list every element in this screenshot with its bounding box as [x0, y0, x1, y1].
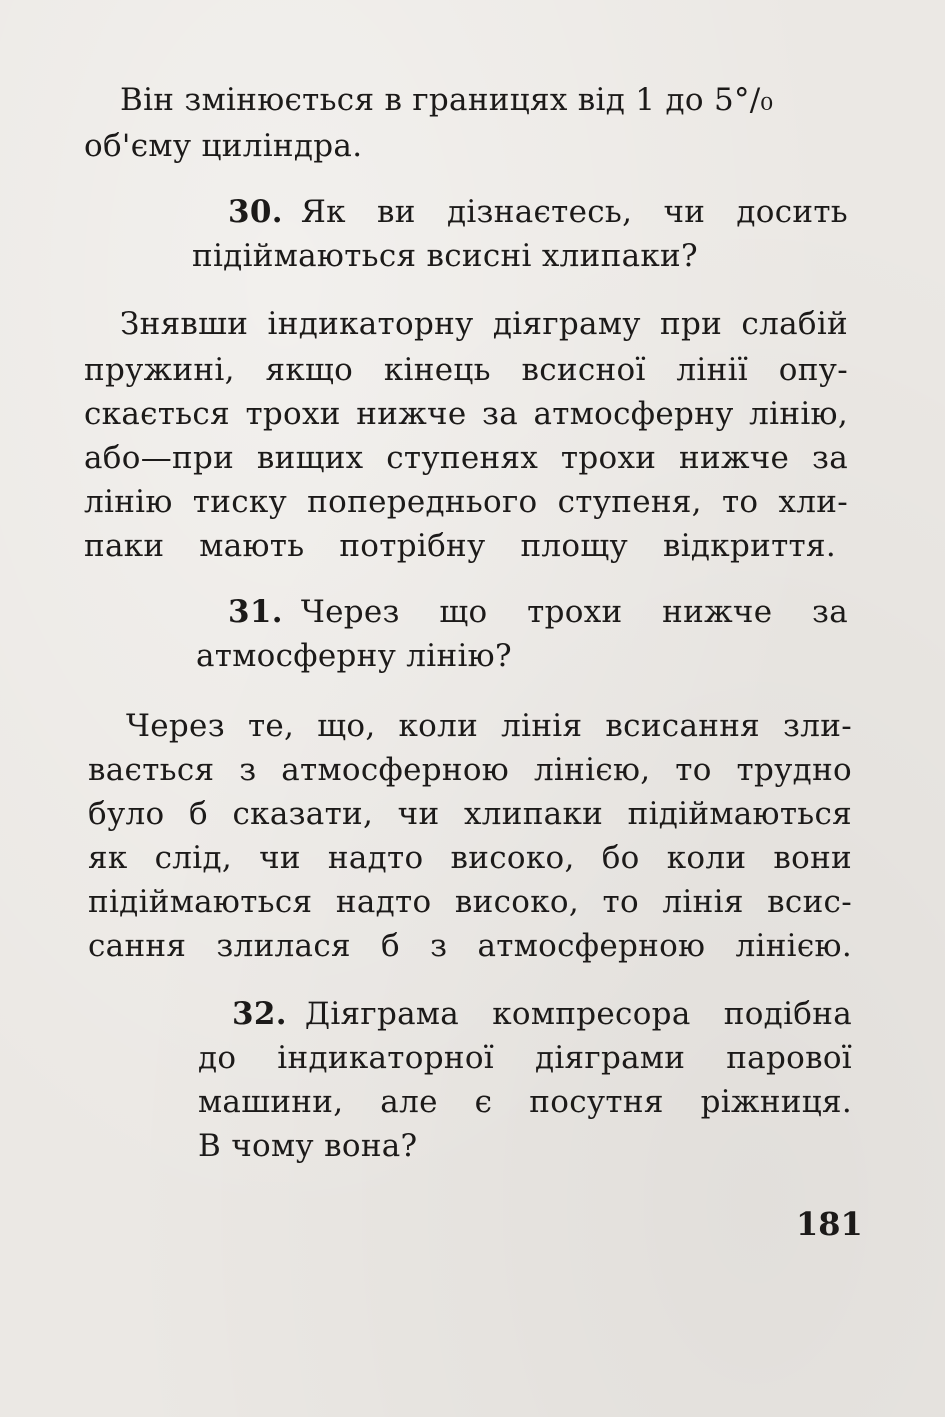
answer-31-line-5: підіймаються надто високо, то лінія всис- [88, 884, 852, 920]
answer-31-line-4: як слід, чи надто високо, бо коли вони [88, 840, 852, 876]
intro-line-1: Він змінюється в границях від 1 до 5°/₀ [120, 82, 774, 118]
question-30-text: Як ви дізнаєтесь, чи досить [300, 194, 848, 230]
page-number: 181 [796, 1205, 863, 1243]
answer-30-line-1: Знявши індикаторну діяграму при слабій [120, 306, 848, 342]
answer-31-line-3: було б сказати, чи хлипаки підіймаються [88, 796, 852, 832]
question-31-line-1 [228, 592, 848, 632]
question-32-line-2: до індикаторної діяграми парової [198, 1040, 852, 1076]
answer-31-line-1: Через те, що, коли лінія всисання зли- [126, 708, 852, 744]
question-32-line-4: В чому вона? [198, 1128, 418, 1164]
answer-31-line-6: сання злилася б з атмосферною лінією. [88, 928, 852, 964]
intro-line-2: об'єму циліндра. [84, 128, 363, 164]
question-32-text: Діяграма компресора подібна [304, 996, 852, 1032]
answer-30-line-5: лінію тиску попереднього ступеня, то хли- [84, 484, 848, 520]
answer-30-line-6: паки мають потрібну площу відкриття. [84, 528, 836, 564]
answer-31-line-2: вається з атмосферною лінією, то трудно [88, 752, 852, 788]
answer-30-line-4: або—при вищих ступенях трохи нижче за [84, 440, 848, 476]
question-32-line-3: машини, але є посутня ріжниця. [198, 1084, 852, 1120]
question-31-line-2: атмосферну лінію? [196, 638, 512, 674]
answer-30-line-3: скається трохи нижче за атмосферну лінію, [84, 396, 848, 432]
question-30-number: 30. [228, 194, 283, 230]
answer-30-line-2: пружині, якщо кінець всисної лінії опу- [84, 352, 848, 388]
question-31-number: 31. [228, 594, 283, 630]
question-32-line-1 [232, 994, 852, 1034]
question-32-number: 32. [232, 996, 287, 1032]
question-30-line-2: підіймаються всисні хлипаки? [192, 238, 698, 274]
question-31-text: Через що трохи нижче за [300, 594, 848, 630]
question-30-line-1 [228, 192, 848, 232]
